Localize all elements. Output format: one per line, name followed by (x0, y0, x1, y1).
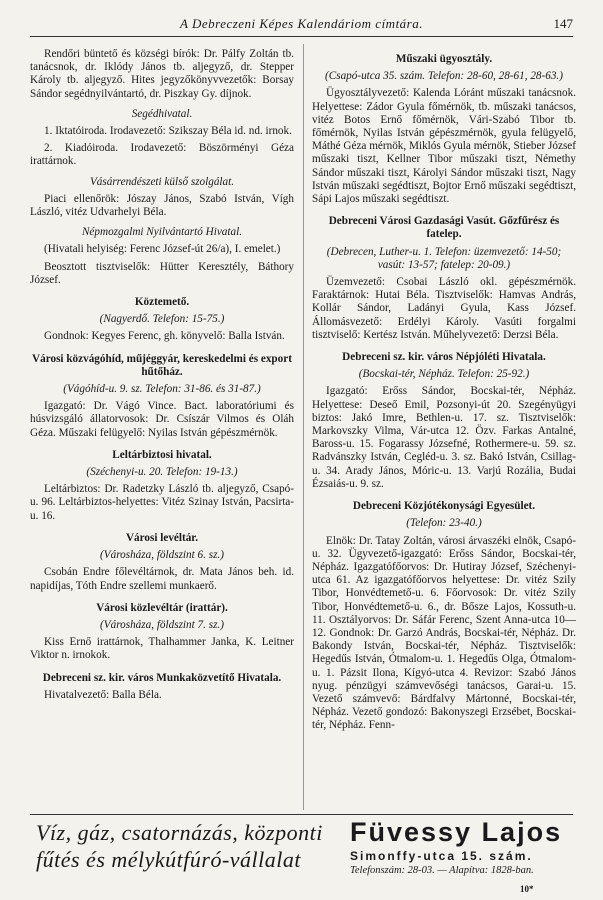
section-address: (Városháza, földszint 6. sz.) (100, 549, 224, 562)
section-heading: Városi közvágóhíd, műjéggyár, kereskedelmi és export hűtőház. (32, 352, 292, 378)
section-heading: Városi közlevéltár (irattár). (96, 601, 228, 614)
ad-slogan-line-1: Víz, gáz, csatornázás, központi (36, 820, 323, 845)
section-heading: Műszaki ügyosztály. (395, 53, 493, 65)
page-header (30, 14, 573, 37)
entry-paragraph: 2. Kiadóiroda. Irodavezető: Böszörményi Géza irattárnok. (30, 142, 294, 168)
ad-slogan-line-2: fűtés és mélykútfúró-vállalat (36, 847, 301, 872)
entry-paragraph: Elnök: Dr. Tatay Zoltán, városi árvaszéki elnök, Csapó-u. 32. Ügyvezető-igazgató: Erőss Sándor, Bocskai-tér, Népház. Igazgatófőorvos: Dr. Hutiray József, Széchenyi-utca 61. Az igazgatófőorvos helyettese: Dr. vitéz Szily Tibor, Honvédtemető-u. 6. Főorvosok: Dr. vitéz Szily Tibor, Honvédtemető-u. 6., dr. Bősze Lajos, Kossuth-u. 11. Osztályorvos: Dr. Sáfár Ferenc, Szent Anna-utca 10—12. Gondnok: Dr. Garzó András, Bocskai-tér, Népház. Dr. Bakondy István, Bocskai-tér, Népház. Tisztviselők: Hegedűs István, Ótmalom-u. 1. Hegedűs Olga, Ótmalom-u. 1. Pázsit Ilona, Kígyó-utca 4. Revizor: Szabó János nyug. pénzügyi számvevőségi tanácsos, Garai-u. 15. Vezető számvevő: Bárdfalvy Mártonné, Bocskai-tér, Népház. Vezető gondozó: Bakonyszegi Erzsébet, Bocskai-tér, Népház. Fenn- (312, 534, 576, 732)
signature-mark: 10* (520, 884, 534, 894)
entry-paragraph: Beosztott tisztviselők: Hütter Keresztély, Báthory József. (30, 260, 294, 286)
running-title: A Debreczeni Képes Kalendáriom címtára. (180, 16, 423, 31)
section-heading: Debreceni Közjótékonysági Egyesület. (352, 500, 536, 513)
section-heading: Debreceni sz. kir. város Népjóléti Hivatala. (342, 351, 546, 364)
section-address: (Nagyerdő. Telefon: 15-75.) (99, 313, 225, 326)
entry-paragraph: Piaci ellenőrök: Jószay János, Szabó István, Vígh László, vitéz Udvarhelyi Béla. (30, 192, 294, 219)
entry-paragraph: Üzemvezető: Csobai László okl. gépészmérnök. Faraktárnok: Hutai Béla. Tisztviselők: Hamvas András, Kollár Sándor, Ladányi Gyula, Kass József. Állomásvezető: Erdélyi Károly. Vasúti forgalmi tisztviselő: Kertész István. Műhelyvezető: Derzsi Béla. (312, 276, 576, 341)
ad-phone: Telefonszám: 28-03. — Alapítva: 1828-ban. (350, 865, 534, 876)
section-address: (Csapó-utca 35. szám. Telefon: 28-60, 28-61, 28-63.) (325, 70, 563, 83)
left-column (30, 44, 294, 702)
subsection-heading: Segédhivatal. (131, 107, 193, 120)
section-heading: Debreceni Városi Gazdasági Vasút. Gőzfűrész és fatelep. (328, 215, 560, 241)
entry-paragraph: Hivatalvezető: Balla Béla. (44, 688, 162, 701)
entry-paragraph: Igazgató: Dr. Vágó Vince. Bact. laboratóriumi és húsvizsgáló állatorvosok: Dr. Csíszár Vilmos és Oláh Géza. Műszaki felügyelő: Nyilas István gépészmérnök. (30, 400, 294, 439)
entry-paragraph: Rendőri büntető és községi bírók: Dr. Pálfy Zoltán tb. tanácsnok, dr. Iklódy János tb. aljegyző, dr. Stepper Károly tb. aljegyző. Hites jegyzőkönyvvezetők: Borsay Sándor segédnyilvántartó, dr. Piszkay Gy. díjnok. (30, 48, 294, 100)
entry-paragraph: (Hivatali helyiség: Ferenc József-út 26/a), I. emelet.) (44, 243, 281, 256)
section-address: (Telefon: 23-40.) (406, 517, 482, 530)
section-heading: Városi levéltár. (125, 531, 199, 544)
section-address: (Széchenyi-u. 20. Telefon: 19-13.) (86, 466, 238, 479)
column-divider (303, 44, 304, 810)
section-address: (Debrecen, Luther-u. 1. Telefon: üzemvezető: 14-50; vasút: 13-57; fatelep: 20-09.) (326, 245, 562, 271)
section-heading: Debreceni sz. kir. város Munkaközvetítő Hivatala. (42, 671, 282, 684)
subsection-heading: Népmozgalmi Nyilvántartó Hivatal. (81, 226, 243, 239)
entry-paragraph: Leltárbiztos: Dr. Radetzky László tb. aljegyző, Csapó-u. 96. Leltárbiztos-helyettes: Vitéz Szinay István, Pacsirta-u. 16. (30, 483, 294, 522)
entry-paragraph: Gondnok: Kegyes Ferenc, gh. könyvelő: Balla István. (44, 330, 285, 343)
advertisement (30, 814, 573, 879)
section-heading: Leltárbiztosi hivatal. (112, 448, 212, 461)
section-heading: Köztemető. (134, 296, 190, 309)
ad-slogan (36, 819, 336, 873)
entry-paragraph: 1. Iktatóiroda. Irodavezető: Szikszay Béla id. nd. irnok. (44, 125, 292, 138)
section-address: (Vágóhíd-u. 9. sz. Telefon: 31-86. és 31-87.) (63, 383, 261, 396)
entry-paragraph: Ügyosztályvezető: Kalenda Lóránt műszaki tanácsnok. Helyettese: Zádor Gyula főmérnök, tb. műszaki tanácsos, vitéz Botos Ernő főmérnök, Vári-Szabó Tibor tb. főmérnök, Nyilas István gépészmérnök, gyula felügyelő, Máthé Géza mérnök, Miklós Gyula mérnök, Stieber József műszaki tiszt, Kellner Tibor műszaki tiszt, Némethy Sándor műszaki tiszt, Károlyi Sándor műszaki tiszt, Nagy István műszaki segédtiszt, Bojtor Ernő műszaki segédtiszt, Sápi Lajos műszaki segédtiszt. (312, 87, 576, 206)
ad-company-name: Füvessy Lajos (350, 817, 563, 847)
entry-paragraph: Kiss Ernő irattárnok, Thalhammer Janka, K. Leitner Viktor n. irnokok. (30, 636, 294, 662)
ad-address: Simonffy-utca 15. szám. (350, 849, 533, 863)
entry-paragraph: Csobán Endre főlevéltárnok, dr. Mata János beh. id. napidíjas, Tóth Endre szellemi munkaerő. (30, 566, 294, 592)
section-address: (Bocskai-tér, Népház. Telefon: 25-92.) (358, 368, 530, 381)
section-address: (Városháza, földszint 7. sz.) (100, 618, 224, 631)
page-number: 147 (553, 16, 573, 31)
right-column (312, 44, 576, 733)
entry-paragraph: Igazgató: Erőss Sándor, Bocskai-tér, Népház. Helyettese: Deseő Emil, Pozsonyi-út 20. Szegényügyi biztos: Jakó Imre, Bethlen-u. 17. sz. Tisztviselők: Markovszky Vilma, Vár-utca 12. Özv. Farkas Antalné, Baross-u. 15. Fogarassy Józsefné, Rothermere-u. 59. sz. Radvánszky István, Cegléd-u. 3. sz. Bakó István, Csillag-u. 34. Arady János, Móric-u. 13. Varjú Rozália, Budai Ézsaiás-u. 9. sz. (312, 385, 576, 490)
subsection-heading: Vásárrendészeti külső szolgálat. (89, 175, 235, 188)
